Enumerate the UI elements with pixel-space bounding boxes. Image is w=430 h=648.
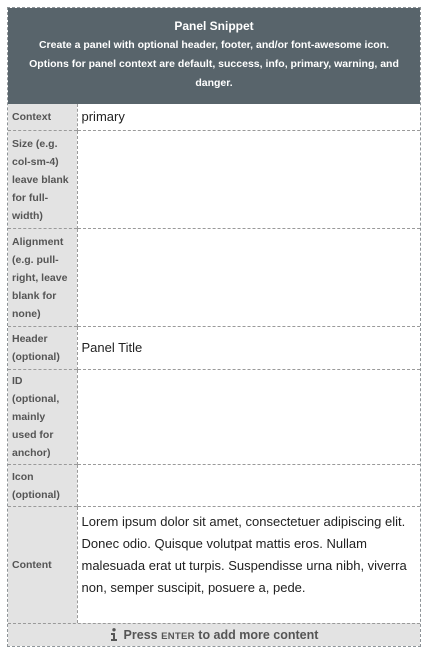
hint-suffix: to add more content xyxy=(198,627,319,642)
icon-field[interactable] xyxy=(77,465,420,507)
panel-title: Panel Snippet xyxy=(174,19,254,33)
field-label-context: Context xyxy=(8,104,77,131)
field-row-size xyxy=(8,131,420,229)
field-label-content: Content xyxy=(8,507,77,623)
hint-prefix: Press xyxy=(123,627,158,642)
header-field[interactable]: Panel Title xyxy=(77,327,420,370)
content-field[interactable]: Lorem ipsum dolor sit amet, consectetuer adipiscing elit. Donec odio. Quisque volutpat mattis eros. Nullam malesuada erat ut turpis. Suspendisse urna nibh, viverra non, semper suscipit, posuere a, pede. xyxy=(77,507,420,623)
field-label-id: ID (optional, mainly used for anchor) xyxy=(8,370,77,465)
field-row-header xyxy=(8,327,420,370)
field-row-alignment xyxy=(8,229,420,327)
field-row-context xyxy=(8,104,420,131)
field-row-id xyxy=(8,370,420,465)
fields-table xyxy=(8,104,420,623)
field-label-size: Size (e.g. col-sm-4) leave blank for full-width) xyxy=(8,131,77,229)
field-label-header: Header (optional) xyxy=(8,327,77,370)
field-row-icon xyxy=(8,465,420,507)
field-label-icon: Icon (optional) xyxy=(8,465,77,507)
enter-key-label: ENTER xyxy=(161,630,195,642)
field-row-content xyxy=(8,507,420,623)
field-label-alignment: Alignment (e.g. pull-right, leave blank for none) xyxy=(8,229,77,327)
panel-snippet-form xyxy=(7,7,421,647)
panel-header xyxy=(8,8,420,104)
context-field[interactable]: primary xyxy=(81,109,125,124)
id-field[interactable] xyxy=(77,370,420,465)
add-more-hint xyxy=(8,623,420,646)
alignment-field[interactable] xyxy=(77,229,420,327)
info-icon xyxy=(110,628,118,641)
size-field[interactable] xyxy=(77,131,420,229)
panel-description: Create a panel with optional header, footer, and/or font-awesome icon. Options for panel context are default, success, info, primary, warning, and danger. xyxy=(29,39,399,89)
